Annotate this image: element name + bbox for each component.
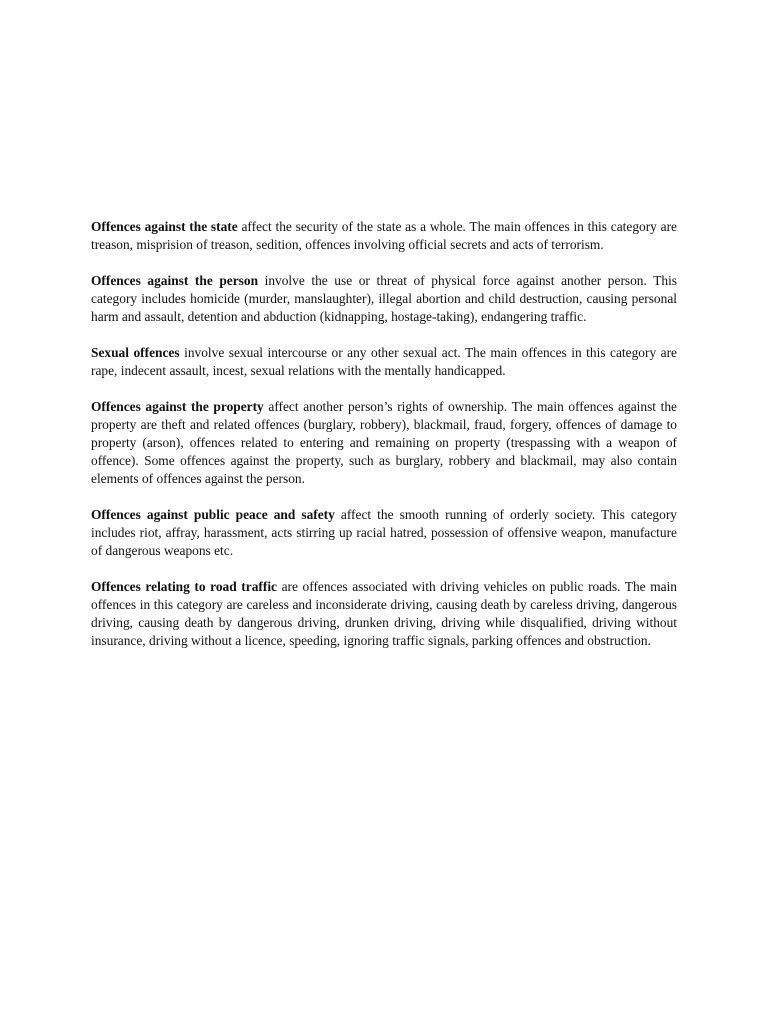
paragraph-text: affect the smooth running of orderly society. This category includes riot, affray, harassment, acts stirring up racial hatred, possession of offensive weapon, manufacture of dangerous weapons etc. <box>91 507 677 558</box>
term-offences-property: Offences against the property <box>91 399 264 414</box>
paragraph-offences-public-peace <box>91 506 677 560</box>
term-sexual-offences: Sexual offences <box>91 345 180 360</box>
paragraph-offences-person <box>91 272 677 326</box>
paragraph-offences-state <box>91 218 677 254</box>
paragraph-offences-road-traffic <box>91 578 677 650</box>
term-offences-public-peace: Offences against public peace and safety <box>91 507 335 522</box>
paragraph-text: affect another person’s rights of ownership. The main offences against the property are theft and related offences (burglary, robbery), blackmail, fraud, forgery, offences of damage to property (arson), offences related to entering and remaining on property (trespassing with a weapon of offence). Some offences against the property, such as burglary, robbery and blackmail, may also contain elements of offences against the person. <box>91 399 677 486</box>
term-offences-state: Offences against the state <box>91 219 238 234</box>
paragraph-text: are offences associated with driving vehicles on public roads. The main offences in this category are careless and inconsiderate driving, causing death by careless driving, dangerous driving, causing death by dangerous driving, drunken driving, driving while disqualified, driving without insurance, driving without a licence, speeding, ignoring traffic signals, parking offences and obstruction. <box>91 579 677 648</box>
paragraph-sexual-offences <box>91 344 677 380</box>
paragraph-text: affect the security of the state as a whole. The main offences in this category are treason, misprision of treason, sedition, offences involving official secrets and acts of terrorism. <box>91 219 677 252</box>
term-offences-person: Offences against the person <box>91 273 259 288</box>
paragraph-text: involve the use or threat of physical force against another person. This category includes homicide (murder, manslaughter), illegal abortion and child destruction, causing personal harm and assault, detention and abduction (kidnapping, hostage-taking), endangering traffic. <box>91 273 677 324</box>
document-body <box>91 218 677 668</box>
term-offences-road-traffic: Offences relating to road traffic <box>91 579 277 594</box>
paragraph-text: involve sexual intercourse or any other sexual act. The main offences in this category are rape, indecent assault, incest, sexual relations with the mentally handicapped. <box>91 345 678 378</box>
paragraph-offences-property <box>91 398 677 488</box>
